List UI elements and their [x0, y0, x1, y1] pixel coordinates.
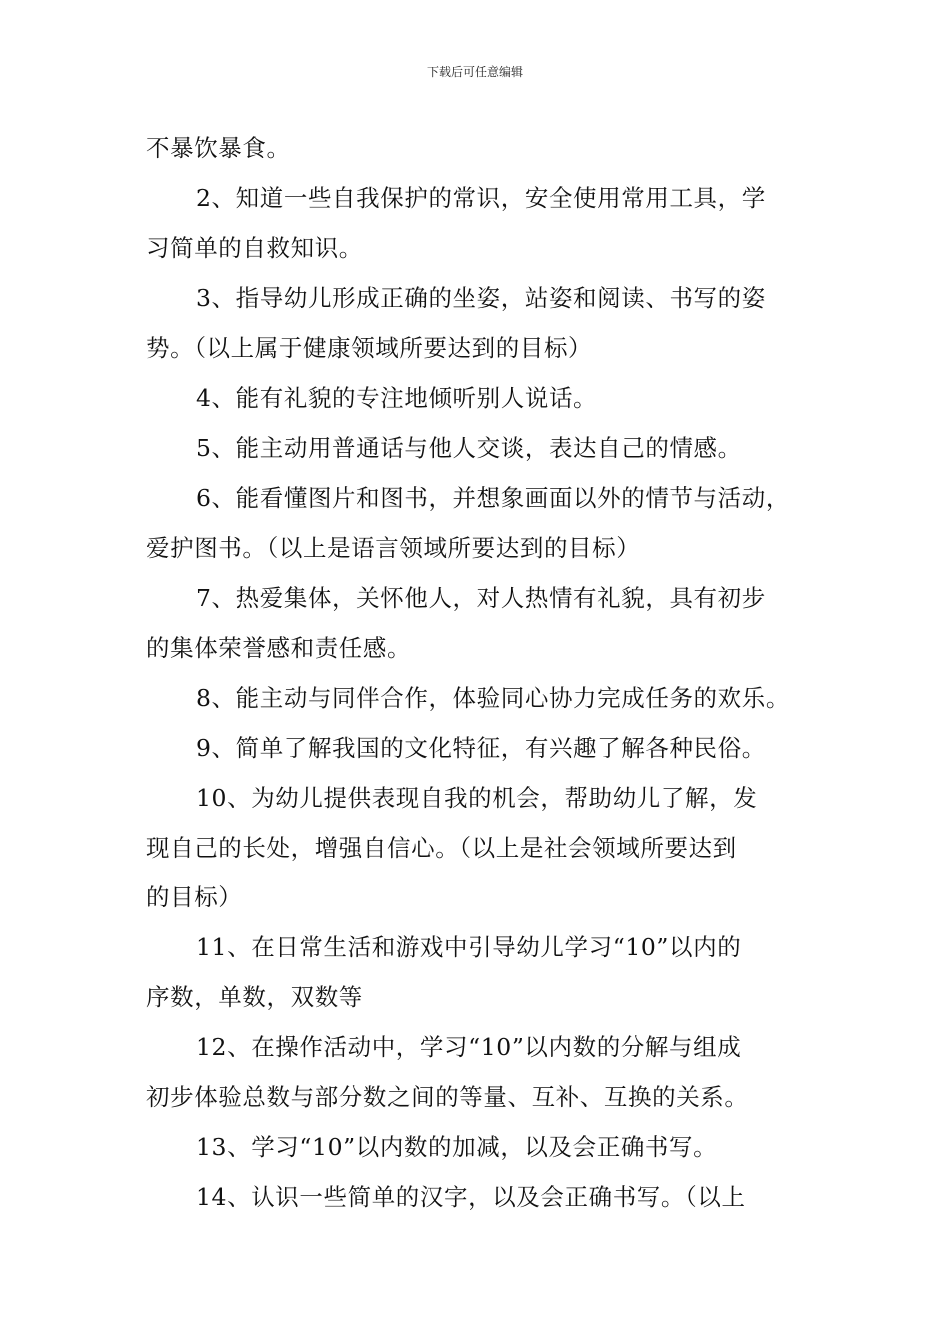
text-line: 序数，单数，双数等 [146, 983, 363, 1011]
text-line: 习简单的自救知识。 [146, 234, 363, 262]
text-line: 爱护图书。（以上是语言领域所要达到的目标） [146, 534, 641, 562]
text-line: 的集体荣誉感和责任感。 [146, 634, 412, 662]
page-header: 下载后可任意编辑 [426, 65, 523, 79]
text-line: 现自己的长处，增强自信心。（以上是社会领域所要达到 [146, 834, 737, 862]
text-line: 12、在操作活动中，学习“10”以内数的分解与组成 [196, 1033, 742, 1061]
text-line: 13、学习“10”以内数的加减，以及会正确书写。 [196, 1133, 718, 1161]
text-line: 2、知道一些自我保护的常识，安全使用常用工具，学 [196, 184, 766, 212]
text-line: 11、在日常生活和游戏中引导幼儿学习“10”以内的 [196, 933, 742, 961]
text-line: 14、认识一些简单的汉字，以及会正确书写。（以上 [196, 1183, 746, 1211]
text-line: 的目标） [146, 883, 243, 911]
text-line: 3、指导幼儿形成正确的坐姿，站姿和阅读、书写的姿 [196, 284, 766, 312]
text-line: 7、热爱集体，关怀他人，对人热情有礼貌，具有初步 [196, 584, 766, 612]
text-line: 不暴饮暴食。 [146, 134, 291, 162]
text-line: 初步体验总数与部分数之间的等量、互补、互换的关系。 [146, 1083, 749, 1111]
text-line: 6、能看懂图片和图书，并想象画面以外的情节与活动， [196, 484, 790, 512]
text-line: 5、能主动用普通话与他人交谈，表达自己的情感。 [196, 434, 742, 462]
text-line: 势。（以上属于健康领域所要达到的目标） [146, 334, 593, 362]
text-line: 8、能主动与同伴合作，体验同心协力完成任务的欢乐。 [196, 684, 790, 712]
text-line: 10、为幼儿提供表现自我的机会，帮助幼儿了解，发 [196, 784, 758, 812]
text-line: 9、简单了解我国的文化特征，有兴趣了解各种民俗。 [196, 734, 766, 762]
text-line: 4、能有礼貌的专注地倾听别人说话。 [196, 384, 598, 412]
